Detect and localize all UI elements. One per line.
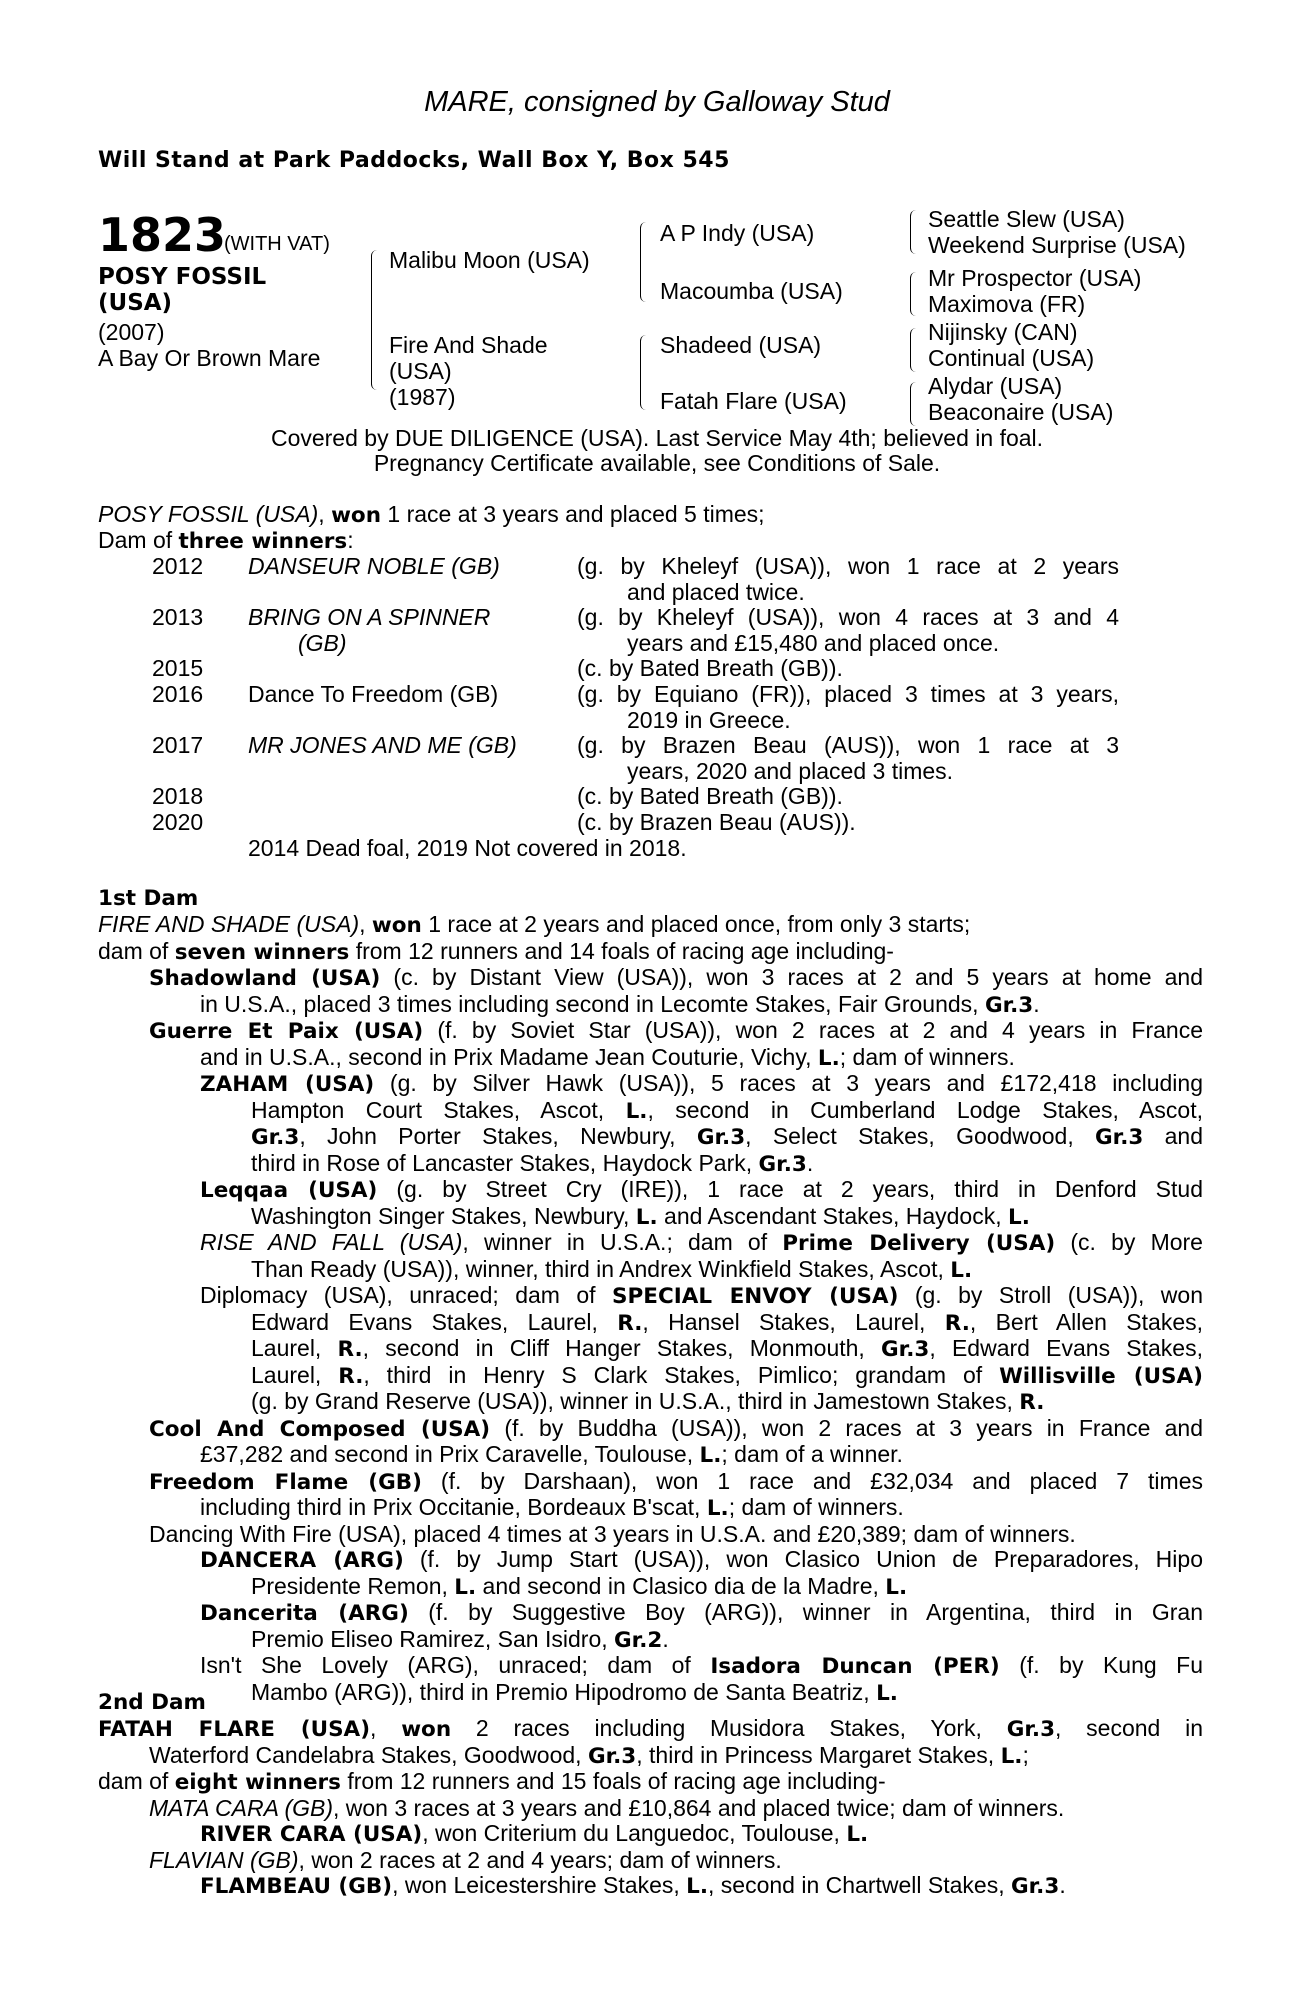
dam-of-text: Dam of — [98, 527, 179, 553]
second-dam-line: Waterford Candelabra Stakes, Goodwood, Gr.3, third in Princess Margaret Stakes, L.; — [149, 1741, 1029, 1769]
runner-line: Guerre Et Paix (USA) (f. by Soviet Star (USA)), won 2 races at 2 and 4 years in France — [149, 1017, 1203, 1044]
produce-name: MR JONES AND ME (GB) — [248, 732, 517, 758]
runner-line: Edward Evans Stakes, Laurel, R., Hansel Stakes, Laurel, R., Bert Allen Stakes, — [251, 1308, 1204, 1336]
runner-entry — [98, 1283, 1203, 1416]
runner-line: RIVER CARA (USA), won Criterium du Languedoc, Toulouse, L. — [200, 1820, 869, 1847]
produce-detail-line: (g. by Equiano (FR)), placed 3 times at 3 years, — [577, 681, 1119, 707]
produce-won: won — [331, 503, 382, 528]
pedigree-sire-dam: Macoumba (USA) — [660, 278, 843, 304]
produce-detail-line: (g. by Brazen Beau (AUS)), won 1 race at 3 — [577, 732, 1119, 758]
produce-year: 2018 — [152, 783, 204, 809]
runner-line: and in U.S.A., second in Prix Madame Jean Couturie, Vichy, L.; dam of winners. — [200, 1043, 1015, 1071]
produce-detail-line: (g. by Kheleyf (USA)), won 1 race at 2 years — [577, 553, 1119, 579]
horse-name-country: (USA) — [98, 290, 173, 316]
pedigree-brace-ds — [910, 328, 917, 372]
produce-detail: (c. by Brazen Beau (AUS)). — [577, 809, 856, 835]
runner-line: Laurel, R., second in Cliff Hanger Stakes, Monmouth, Gr.3, Edward Evans Stakes, — [251, 1335, 1203, 1362]
horse-description: A Bay Or Brown Mare — [98, 345, 321, 371]
second-dam-line: dam of eight winners from 12 runners and 15 foals of racing age including- — [98, 1768, 886, 1795]
second-dam-line: FATAH FLARE (USA), won 2 races including Musidora Stakes, York, Gr.3, second in — [98, 1715, 1204, 1742]
produce-year: 2017 — [152, 732, 204, 758]
runner-line: Dancerita (ARG) (f. by Suggestive Boy (ARG)), winner in Argentina, third in Gran — [200, 1599, 1203, 1626]
produce-detail-line: years and £15,480 and placed once. — [627, 629, 1000, 656]
pedigree-brace-ss — [910, 210, 917, 254]
produce-detail — [577, 605, 1119, 656]
runner-line: MATA CARA (GB), won 3 races at 3 years and £10,864 and placed twice; dam of winners. — [149, 1794, 1065, 1821]
first-dam-line: FIRE AND SHADE (USA), won 1 race at 2 years and placed once, from only 3 starts; — [98, 911, 971, 938]
pedigree-dam-dam: Fatah Flare (USA) — [660, 388, 847, 414]
runner-line: FLAVIAN (GB), won 2 races at 2 and 4 years; dam of winners. — [149, 1846, 782, 1873]
pedigree-ssd: Weekend Surprise (USA) — [928, 232, 1186, 258]
runner-line: Premio Eliseo Ramirez, San Isidro, Gr.2. — [251, 1625, 669, 1653]
runner-line: Diplomacy (USA), unraced; dam of SPECIAL ENVOY (USA) (g. by Stroll (USA)), won — [200, 1282, 1204, 1309]
pedigree-ddd: Beaconaire (USA) — [928, 399, 1114, 425]
produce-name: Dance To Freedom (GB) — [248, 681, 499, 707]
runner-line: Hampton Court Stakes, Ascot, L., second in Cumberland Lodge Stakes, Ascot, — [251, 1096, 1203, 1124]
second-dam-heading: 2nd Dam — [98, 1690, 206, 1715]
first-dam-heading: 1st Dam — [98, 886, 199, 911]
pedigree-brace-dam — [640, 335, 648, 410]
dam-of-end: : — [347, 527, 354, 553]
dam-of-bold: three winners — [178, 529, 348, 554]
consignor-title: MARE, consigned by Galloway Stud — [424, 86, 890, 118]
pedigree-dam: Fire And Shade — [389, 332, 548, 358]
produce-detail-line: and placed twice. — [627, 578, 805, 605]
horse-name: POSY FOSSIL — [98, 264, 267, 290]
stand-location: Will Stand at Park Paddocks, Wall Box Y, Box 545 — [98, 148, 730, 173]
pedigree-dss: Nijinsky (CAN) — [928, 319, 1078, 345]
runner-line: Cool And Composed (USA) (f. by Buddha (USA)), won 2 races at 3 years in France and — [149, 1414, 1203, 1442]
runner-line: including third in Prix Occitanie, Bordeaux B'scat, L.; dam of winners. — [200, 1494, 904, 1521]
runner-line: Washington Singer Stakes, Newbury, L. and Ascendant Stakes, Haydock, L. — [251, 1202, 1030, 1230]
produce-footnote: 2014 Dead foal, 2019 Not covered in 2018. — [248, 835, 687, 861]
runner-entry — [98, 1018, 1203, 1071]
runner-entry — [98, 1416, 1203, 1469]
runner-line: Freedom Flame (GB) (f. by Darshaan), won 1 race and £32,034 and placed 7 times — [149, 1467, 1203, 1495]
produce-detail — [577, 682, 1119, 733]
runner-entry — [98, 1469, 1203, 1522]
runner-line: (g. by Grand Reserve (USA)), winner in U.S.A., third in Jamestown Stakes, R. — [251, 1388, 1045, 1415]
pedigree-dam-year: (1987) — [389, 384, 456, 410]
runner-line: Mambo (ARG)), third in Premio Hipodromo de Santa Beatriz, L. — [251, 1678, 898, 1706]
pedigree-brace-dd — [910, 382, 917, 426]
runner-line: £37,282 and second in Prix Caravelle, Toulouse, L.; dam of a winner. — [200, 1441, 903, 1468]
runner-line: FLAMBEAU (GB), won Leicestershire Stakes, L., second in Chartwell Stakes, Gr.3. — [200, 1872, 1066, 1899]
runner-line: third in Rose of Lancaster Stakes, Haydock Park, Gr.3. — [251, 1149, 814, 1177]
runner-line: Gr.3, John Porter Stakes, Newbury, Gr.3, Select Stakes, Goodwood, Gr.3 and — [251, 1123, 1204, 1150]
pedigree-dds: Alydar (USA) — [928, 373, 1063, 399]
runner-entry — [98, 1177, 1203, 1230]
pedigree-brace-main — [371, 250, 380, 390]
runner-entry — [98, 1547, 1203, 1600]
pedigree-brace-sire — [640, 222, 648, 302]
runner-entry — [98, 1230, 1203, 1283]
produce-detail — [577, 733, 1119, 784]
runner-entry — [98, 1653, 1203, 1706]
produce-horse-name: POSY FOSSIL (USA) — [98, 501, 319, 527]
runner-line: Presidente Remon, L. and second in Clasico dia de la Madre, L. — [251, 1572, 908, 1600]
first-dam-line: dam of seven winners from 12 runners and 14 foals of racing age including- — [98, 937, 894, 965]
produce-detail-line: (g. by Kheleyf (USA)), won 4 races at 3 and 4 — [577, 604, 1119, 630]
produce-detail-line: 2019 in Greece. — [627, 706, 791, 733]
pedigree-sire: Malibu Moon (USA) — [389, 247, 590, 273]
second-dam-section — [98, 1716, 1203, 1900]
runner-entry — [98, 1522, 1203, 1548]
runner-line: Shadowland (USA) (c. by Distant View (USA)), won 3 races at 2 and 5 years at home and — [149, 964, 1203, 991]
produce-detail: (c. by Bated Breath (GB)). — [577, 783, 843, 809]
lot-number: 1823 — [98, 208, 227, 262]
produce-intro-rest: 1 race at 3 years and placed 5 times; — [381, 501, 765, 527]
dam-of-line — [98, 528, 354, 555]
produce-intro: POSY FOSSIL (USA), won 1 race at 3 years and placed 5 times; — [98, 501, 765, 528]
runner-line: Dancing With Fire (USA), placed 4 times at 3 years in U.S.A. and £20,389; dam of winners. — [149, 1520, 1076, 1547]
runner-line: DANCERA (ARG) (f. by Jump Start (USA)), won Clasico Union de Preparadores, Hipo — [200, 1546, 1203, 1573]
pedigree-sire-sire: A P Indy (USA) — [660, 220, 815, 246]
runner-line: Leqqaa (USA) (g. by Street Cry (IRE)), 1 race at 2 years, third in Denford Stud — [200, 1176, 1203, 1203]
covered-note: Covered by DUE DILIGENCE (USA). Last Service May 4th; believed in foal. — [270, 425, 1044, 451]
produce-detail: (c. by Bated Breath (GB)). — [577, 655, 843, 681]
runner-line: Laurel, R., third in Henry S Clark Stakes, Pimlico; grandam of Willisville (USA) — [251, 1361, 1203, 1389]
pedigree-sds: Mr Prospector (USA) — [928, 265, 1142, 291]
runner-entry — [98, 965, 1203, 1018]
pedigree-dsd: Continual (USA) — [928, 345, 1095, 371]
runner-line: in U.S.A., placed 3 times including second in Lecomte Stakes, Fair Grounds, Gr.3. — [200, 990, 1040, 1018]
first-dam-section — [98, 912, 1203, 1706]
pedigree-brace-sd — [910, 272, 917, 316]
produce-detail — [577, 554, 1119, 605]
runner-line: Than Ready (USA)), winner, third in Andrex Winkfield Stakes, Ascot, L. — [251, 1255, 973, 1283]
produce-name: BRING ON A SPINNER — [248, 604, 491, 630]
produce-name: DANSEUR NOBLE (GB) — [248, 553, 500, 579]
pedigree-dam-sire: Shadeed (USA) — [660, 332, 822, 358]
produce-year: 2013 — [152, 604, 204, 630]
vat-note: (WITH VAT) — [224, 233, 330, 255]
pedigree-dam-country: (USA) — [389, 358, 452, 384]
produce-name-country: (GB) — [298, 630, 347, 656]
produce-year: 2012 — [152, 553, 204, 579]
produce-year: 2020 — [152, 809, 204, 835]
runner-entry — [98, 1071, 1203, 1177]
produce-year: 2015 — [152, 655, 204, 681]
runner-line: RISE AND FALL (USA), winner in U.S.A.; dam of Prime Delivery (USA) (c. by More — [200, 1229, 1203, 1256]
runner-line: Isn't She Lovely (ARG), unraced; dam of Isadora Duncan (PER) (f. by Kung Fu — [200, 1652, 1203, 1679]
pregnancy-note: Pregnancy Certificate available, see Conditions of Sale. — [373, 450, 941, 476]
runner-line: ZAHAM (USA) (g. by Silver Hawk (USA)), 5 races at 3 years and £172,418 including — [200, 1070, 1203, 1097]
produce-detail-line: years, 2020 and placed 3 times. — [627, 757, 954, 784]
pedigree-sdd: Maximova (FR) — [928, 291, 1086, 317]
produce-year: 2016 — [152, 681, 204, 707]
pedigree-sss: Seattle Slew (USA) — [928, 206, 1125, 232]
runner-entry — [98, 1600, 1203, 1653]
foaling-year: (2007) — [98, 319, 165, 345]
